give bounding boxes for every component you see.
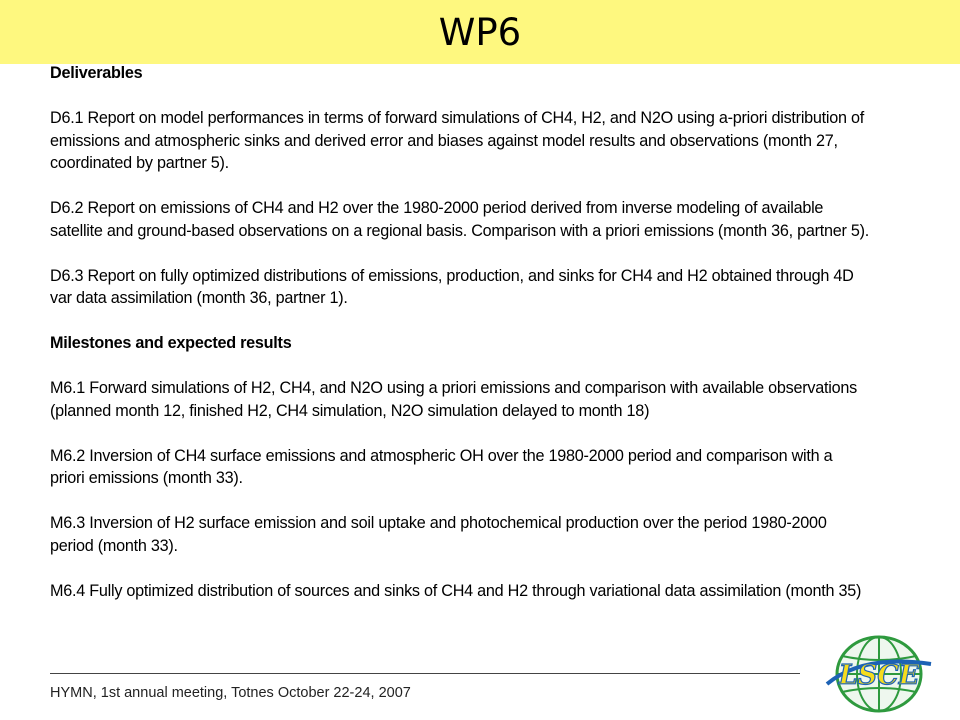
milestone-m6-1: M6.1 Forward simulations of H2, CH4, and N2O using a priori emissions and comparison with available observations (planned month 12, finished H2, CH4 simulation, N2O simulation delayed to month 18): [50, 379, 857, 420]
lsce-logo: [823, 634, 935, 714]
footer-divider: [50, 673, 800, 674]
milestones-heading: Milestones and expected results: [50, 334, 292, 352]
slide-body: [50, 62, 870, 625]
footer-text: HYMN, 1st annual meeting, Totnes October 22-24, 2007: [50, 685, 411, 701]
milestone-m6-4: M6.4 Fully optimized distribution of sources and sinks of CH4 and H2 through variational data assimilation (month 35): [50, 581, 862, 600]
deliverable-d6-1: D6.1 Report on model performances in terms of forward simulations of CH4, H2, and N2O using a-priori distribution of emissions and atmospheric sinks and derived error and biases against model results and observations (month 27, coordinated by partner 5).: [50, 109, 865, 172]
deliverable-d6-2: D6.2 Report on emissions of CH4 and H2 over the 1980-2000 period derived from inverse modeling of available satellite and ground-based observations on a regional basis. Comparison with a priori emissions (month 36, partner 5).: [50, 199, 869, 240]
logo-lettering: LSCE: [838, 660, 920, 691]
milestone-m6-2: M6.2 Inversion of CH4 surface emissions and atmospheric OH over the 1980-2000 period and comparison with a priori emissions (month 33).: [50, 446, 833, 487]
deliverables-heading: Deliverables: [50, 64, 143, 82]
milestone-m6-3: M6.3 Inversion of H2 surface emission and soil uptake and photochemical production over the period 1980-2000 period (month 33).: [50, 514, 827, 555]
slide-title: WP6: [438, 11, 522, 54]
deliverable-d6-3: D6.3 Report on fully optimized distributions of emissions, production, and sinks for CH4 and H2 obtained through 4D var data assimilation (month 36, partner 1).: [50, 266, 854, 307]
